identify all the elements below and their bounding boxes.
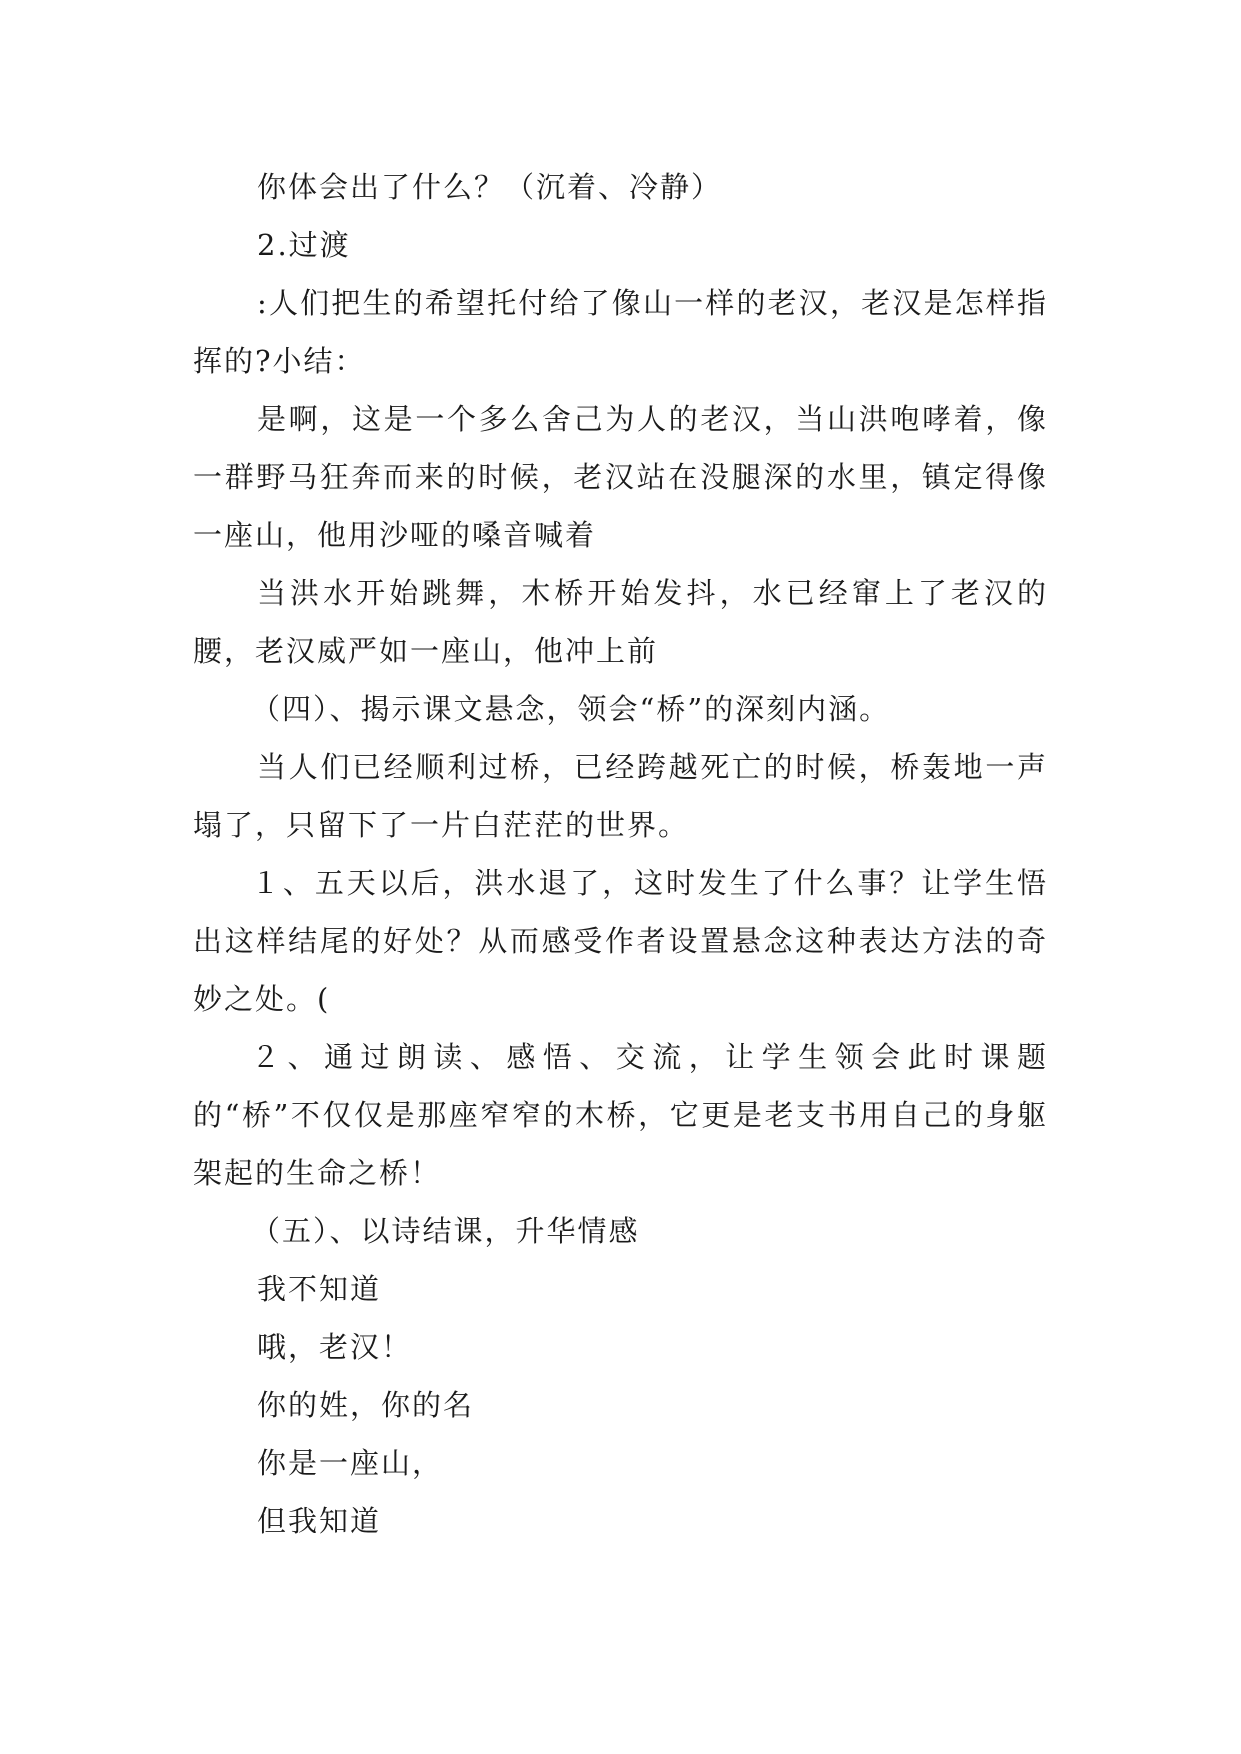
section-heading-four: （四）、揭示课文悬念，领会“桥”的深刻内涵。 [251, 692, 891, 726]
paragraph-summary-2: 当洪水开始跳舞，木桥开始发抖，水已经窜上了老汉的腰，老汉威严如一座山，他冲上前 [193, 576, 1048, 668]
section-heading-five: （五）、以诗结课，升华情感 [251, 1214, 640, 1248]
paragraph-point-2: ２、通过朗读、感悟、交流，让学生领会此时课题的“桥”不仅仅是那座窄窄的木桥，它更是老支书用自己的身躯架起的生命之桥！ [193, 1040, 1048, 1190]
poem-line-2: 哦，老汉！ [257, 1330, 413, 1364]
paragraph-question: 你体会出了什么？（沉着、冷静） [257, 170, 723, 204]
poem-line-1: 我不知道 [257, 1272, 382, 1306]
paragraph-transition-heading: 2.过渡 [257, 228, 351, 262]
paragraph-summary-1: 是啊，这是一个多么舍己为人的老汉，当山洪咆哮着，像一群野马狂奔而来的时候，老汉站在没腿深的水里，镇定得像一座山，他用沙哑的嗓音喊着 [193, 402, 1048, 552]
paragraph-transition-text: :人们把生的希望托付给了像山一样的老汉，老汉是怎样指挥的?小结： [193, 286, 1048, 378]
poem-line-5: 但我知道 [257, 1504, 382, 1538]
paragraph-point-1: １、五天以后，洪水退了，这时发生了什么事？让学生悟出这样结尾的好处？从而感受作者设置悬念这种表达方法的奇妙之处。( [193, 866, 1048, 1016]
poem-line-4: 你是一座山， [257, 1446, 444, 1480]
poem-line-3: 你的姓，你的名 [257, 1388, 475, 1422]
paragraph-bridge-collapse: 当人们已经顺利过桥，已经跨越死亡的时候，桥轰地一声塌了，只留下了一片白茫茫的世界。 [193, 750, 1048, 842]
document-body [193, 158, 1048, 1550]
